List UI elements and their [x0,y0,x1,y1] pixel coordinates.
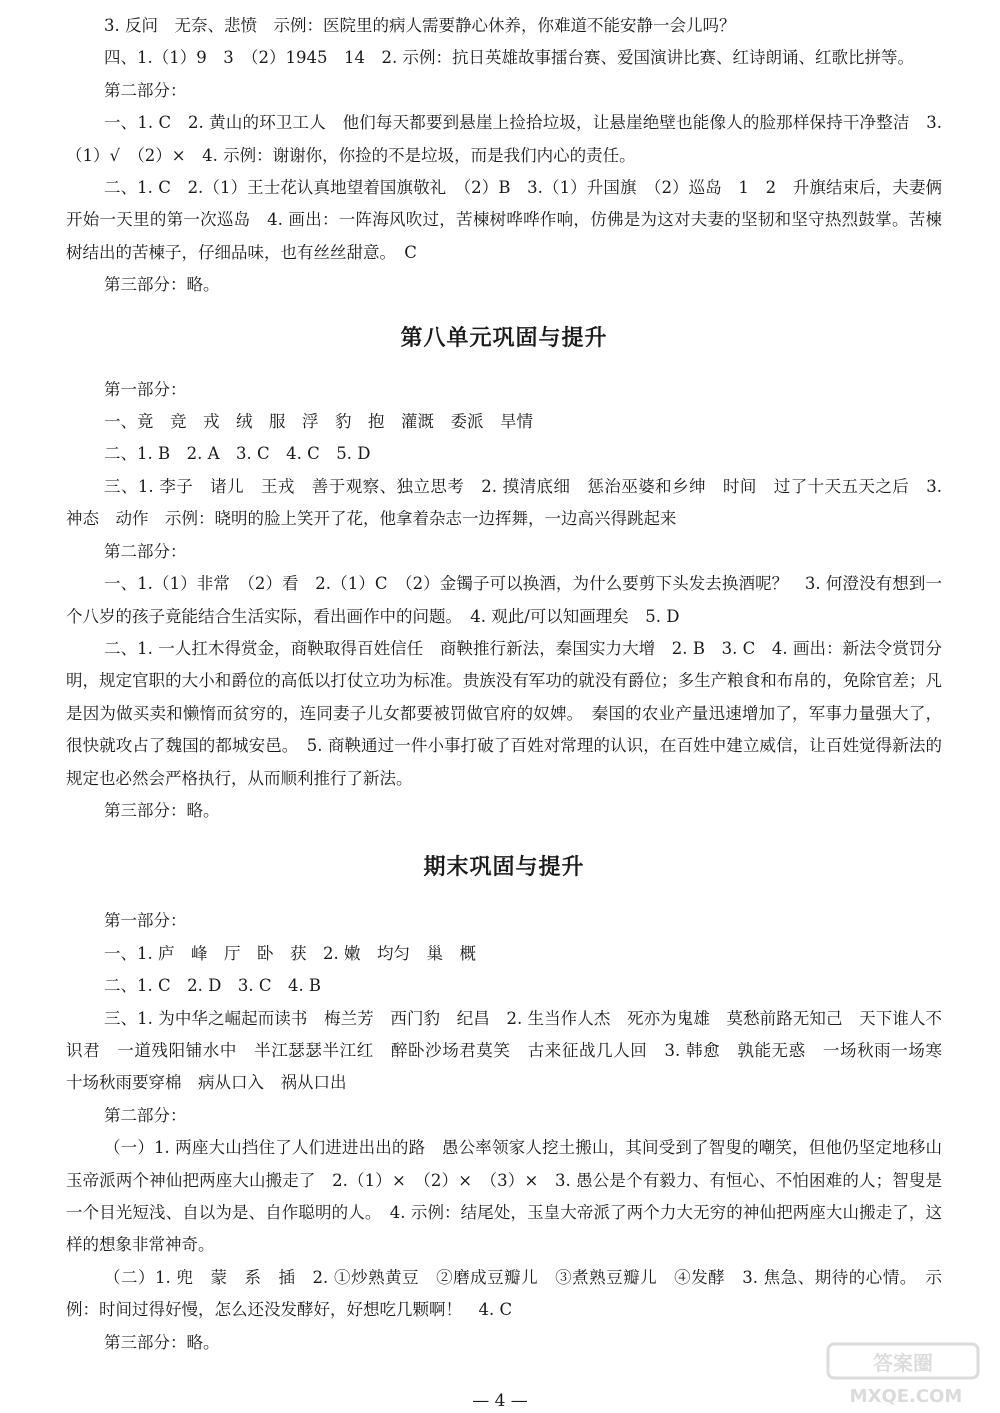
answer-paragraph: 三、1. 李子 诸儿 王戎 善于观察、独立思考 2. 摸清底细 惩治巫婆和乡绅 时间 过了十天五天之后 3. 神态 动作 示例：晓明的脸上笑开了花，他拿着杂志一边挥舞，一边高兴得跳起来 [66,476,942,529]
answer-line: 四、1.（1）9 3 （2）1945 14 2. 示例：抗日英雄故事擂台赛、爱国演讲比赛、红诗朗诵、红歌比拼等。 [104,48,914,68]
final-title: 期末巩固与提升 [423,855,585,881]
section-label: 第一部分： [104,379,187,399]
page-number: — 4 — [472,1391,528,1411]
answer-line: 一、1. 庐 峰 厅 卧 获 2. 嫩 均匀 巢 概 [104,943,476,963]
watermark-site: MXQE.COM [849,1386,963,1407]
watermark-logo-text: 答案圈 [873,1351,933,1375]
answer-line: 二、1. C 2. D 3. C 4. B [104,976,322,996]
answer-paragraph: 三、1. 为中华之崛起而读书 梅兰芳 西门豹 纪昌 2. 生当作人杰 死亦为鬼雄 莫愁前路无知己 天下谁人不识君 一道残阳铺水中 半江瑟瑟半江红 醉卧沙场君莫笑 古来征战几人回 3. 韩愈 孰能无惑 一场秋雨一场寒 十场秋雨要穿棉 病从口入 祸从口出 [66,1008,959,1093]
section-label: 第二部分： [104,80,187,100]
answer-paragraph: 一、1. C 2. 黄山的环卫工人 他们每天都要到悬崖上捡拾垃圾，让悬崖绝壁也能像人的脸那样保持干净整洁 3.（1）√ （2）× 4. 示例：谢谢你，你捡的不是垃圾，而是我们内心的责任。 [66,113,942,165]
section-label: 第二部分： [104,1105,187,1125]
answer-paragraph: 二、1. 一人扛木得赏金，商鞅取得百姓信任 商鞅推行新法，秦国实力大增 2. B 3. C 4. 画出：新法令赏罚分明，规定官职的大小和爵位的高低以打仗立功为标准。贵族没有军功的就没有爵位；多生产粮食和布帛的，免除官差；凡是因为做买卖和懒惰而贫穷的，连同妻子儿女都要被罚做官府的奴婢。 秦国的农业产量迅速增加了，军事力量强大了，很快就攻占了魏国的都城安邑。 5. 商鞅通过一件小事打破了百姓对常理的认识，在百姓中建立威信，让百姓觉得新法的规定也必然会严格执行，从而顺利推行了新法。 [66,638,942,788]
watermark-logo [822,1340,992,1410]
answer-line: 3. 反问 无奈、悲愤 示例：医院里的病人需要静心休养，你难道不能安静一会儿吗？ [104,16,736,35]
answer-paragraph: （一）1. 两座大山挡住了人们进进出出的路 愚公率领家人挖土搬山，其间受到了智叟的嘲笑，但他仍坚定地移山 玉帝派两个神仙把两座大山搬走了 2.（1）× （2）× （3）× 3. 愚公是个有毅力、有恒心、不怕困难的人；智叟是一个目光短浅、自以为是、自作聪明的人。 4. 示例：结尾处，玉皇大帝派了两个力大无穷的神仙把两座大山搬走了，这样的想象非常神奇。 [66,1138,959,1255]
section-label: 第三部分：略。 [104,275,220,295]
answer-paragraph: （二）1. 兜 蒙 系 插 2. ①炒熟黄豆 ②磨成豆瓣儿 ③煮熟豆瓣儿 ④发酵 3. 焦急、期待的心情。 示例：时间过得好慢，怎么还没发酵好，好想吃几颗啊！ 4. C [66,1267,942,1320]
section-label: 第一部分： [104,911,187,931]
answer-paragraph: 二、1. C 2.（1）王士花认真地望着国旗敬礼 （2）B 3.（1）升国旗 （2）巡岛 1 2 升旗结束后，夫妻俩开始一天里的第一次巡岛 4. 画出：一阵海风吹过，苦楝树哗哗作响，仿佛是为这对夫妻的坚韧和坚守热烈鼓掌。苦楝树结出的苦楝子，仔细品味，也有丝丝甜意。 C [66,178,942,262]
unit8-title: 第八单元巩固与提升 [400,325,608,351]
answer-line: 一、竟 竞 戎 绒 服 浮 豹 抱 灌溉 委派 旱情 [104,412,533,432]
section-label: 第三部分：略。 [104,1332,220,1352]
answer-paragraph: 一、1.（1）非常 （2）看 2.（1）C （2）金镯子可以换酒，为什么要剪下头发去换酒呢？ 3. 何澄没有想到一个八岁的孩子竟能结合生活实际，看出画作中的问题。 4. 观此/可以知画理矣 5. D [66,574,942,626]
section-label: 第三部分：略。 [104,800,220,820]
page-content [66,10,959,1359]
section-label: 第二部分： [104,541,187,561]
answer-line: 二、1. B 2. A 3. C 4. C 5. D [104,444,371,464]
